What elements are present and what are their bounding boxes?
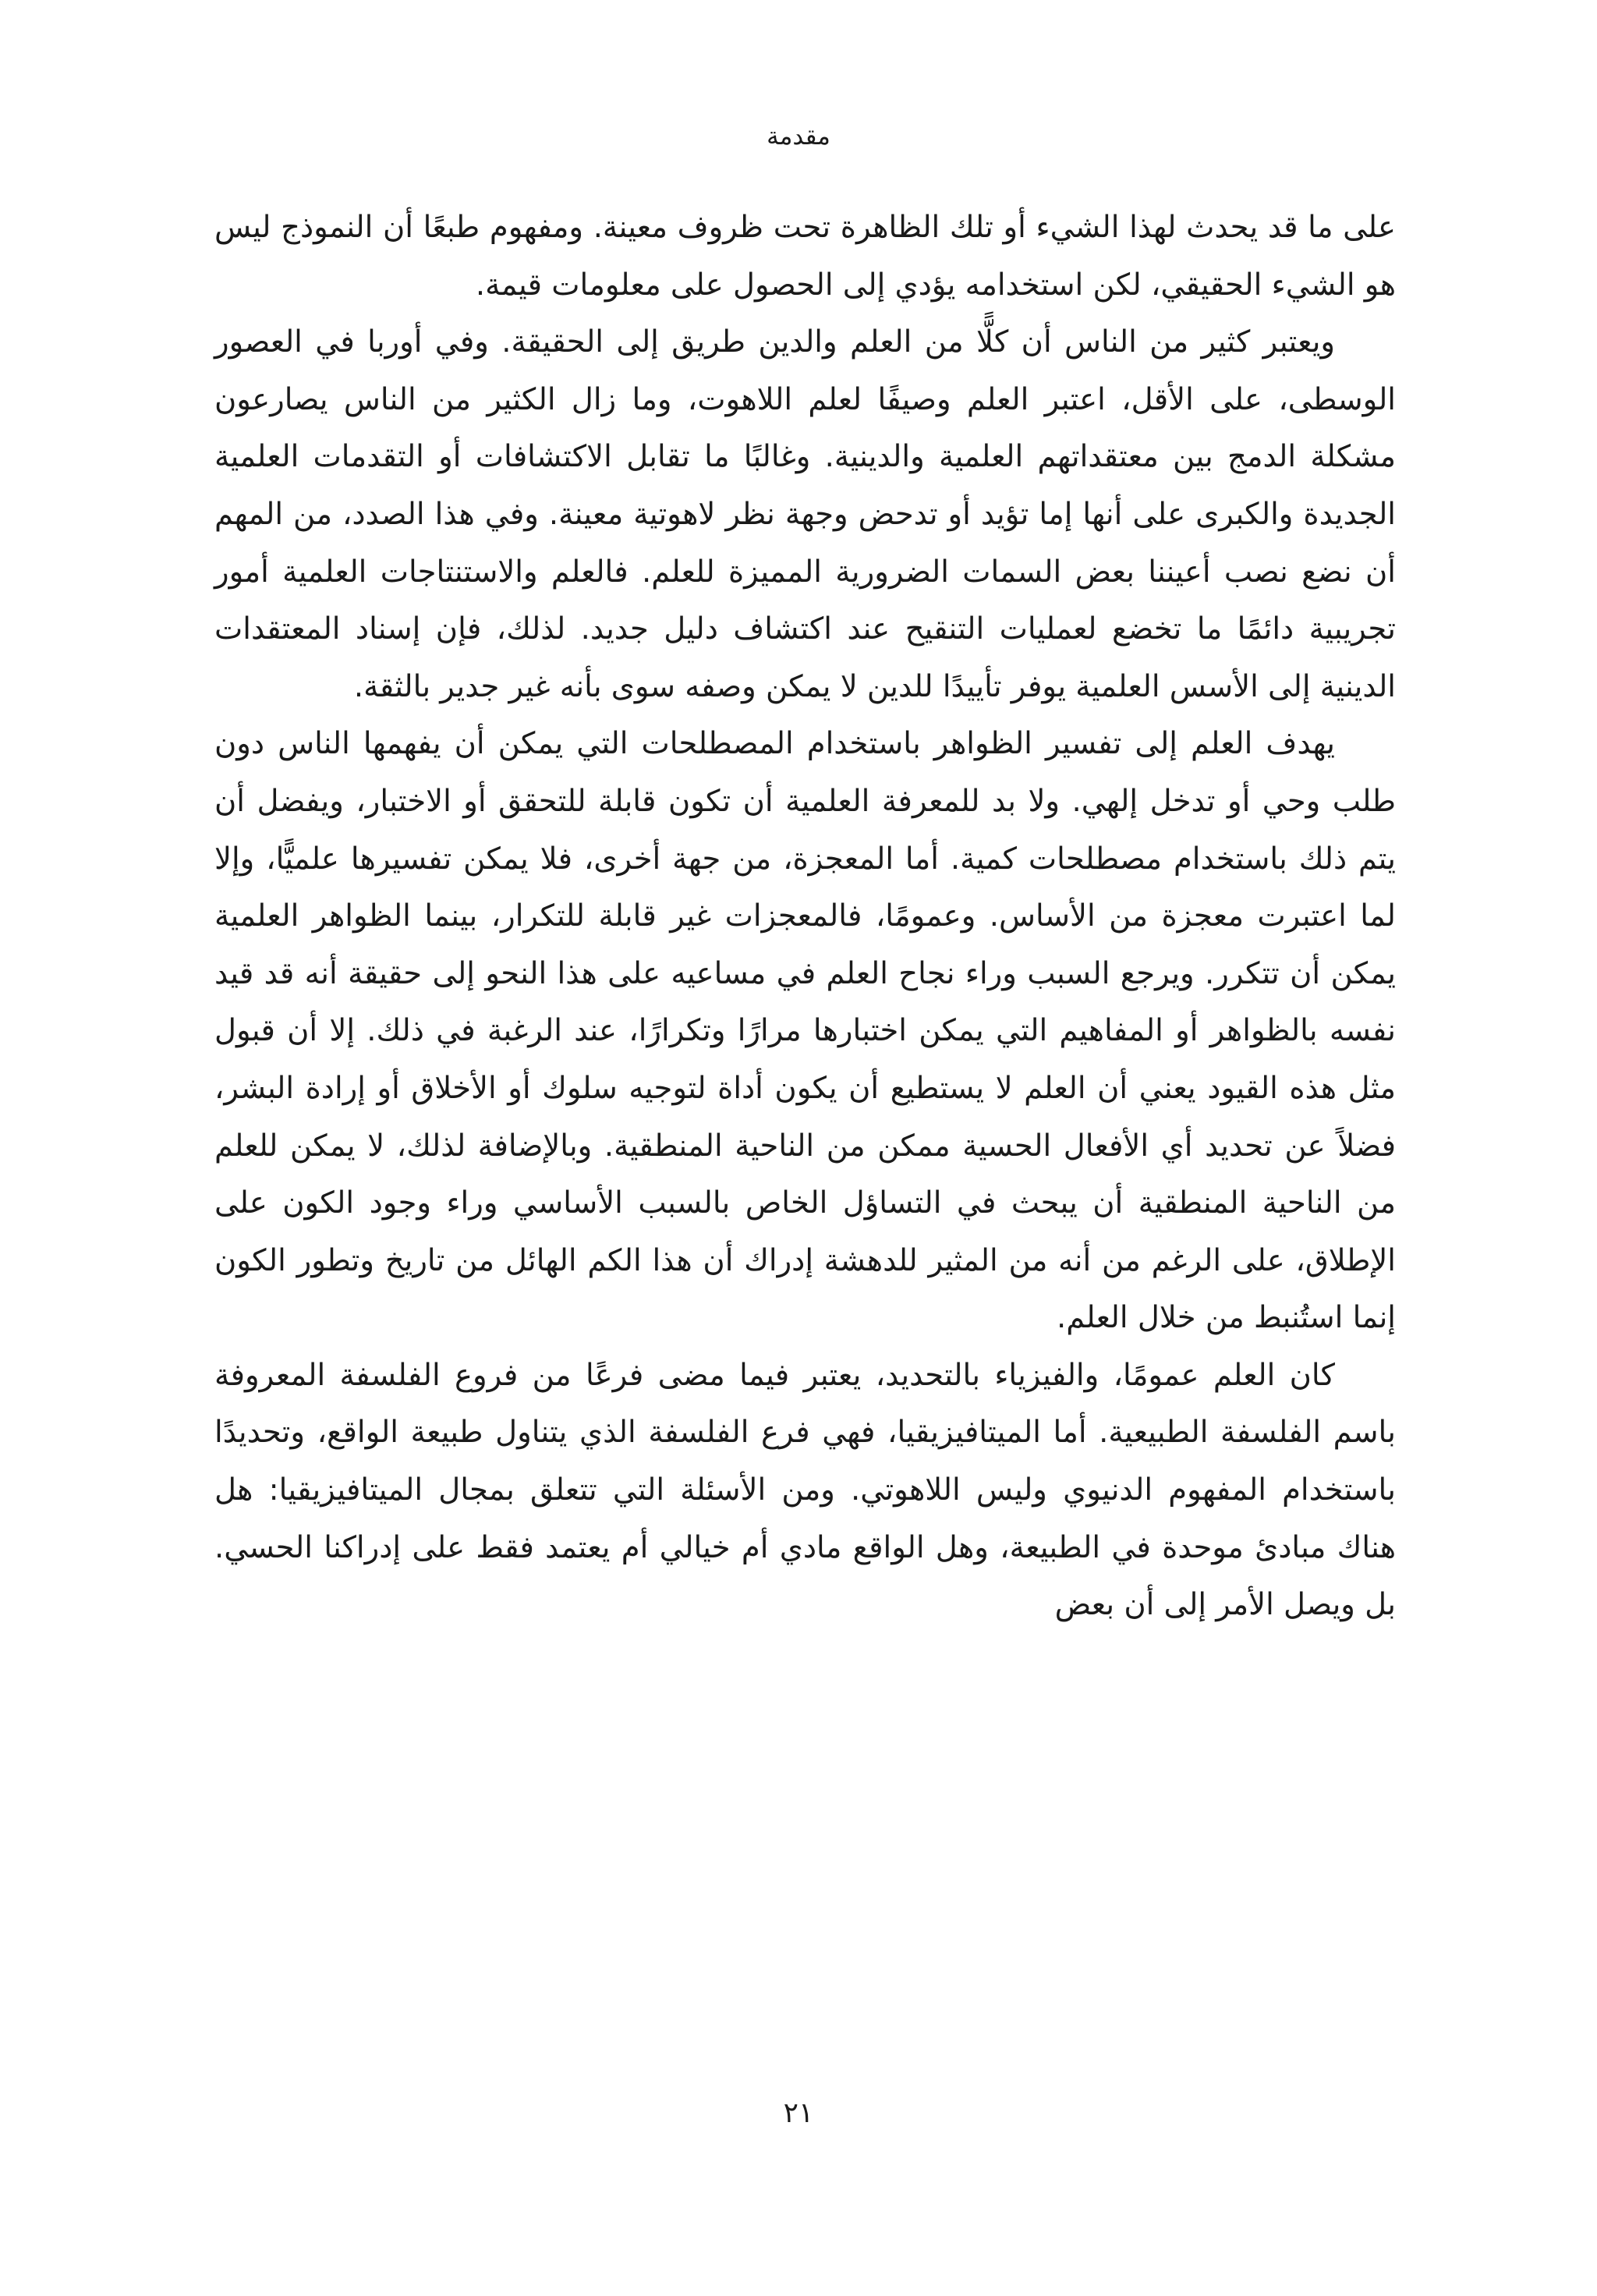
paragraph-4: كان العلم عمومًا، والفيزياء بالتحديد، يعتبر فيما مضى فرعًا من فروع الفلسفة المعروفة باسم الفلسفة الطبيعية. أما الميتافيزيقيا، فهي فرع الفلسفة الذي يتناول طبيعة الواقع، وتحديدًا باستخدام المفهوم الدنيوي وليس اللاهوتي. ومن الأسئلة التي تتعلق بمجال الميتافيزيقيا: هل هناك مبادئ موحدة في الطبيعة، وهل الواقع مادي أم خيالي أم يعتمد فقط على إدراكنا الحسي. بل ويصل الأمر إلى أن بعض xyxy=(214,1357,1396,1623)
running-header: مقدمة xyxy=(767,122,830,151)
paragraph-2: ويعتبر كثير من الناس أن كلًّا من العلم والدين طريق إلى الحقيقة. وفي أوربا في العصور الوسطى، على الأقل، اعتبر العلم وصيفًا لعلم اللاهوت، وما زال الكثير من الناس يصارعون مشكلة الدمج بين معتقداتهم العلمية والدينية. وغالبًا ما تقابل الاكتشافات أو التقدمات العلمية الجديدة والكبرى على أنها إما تؤيد أو تدحض وجهة نظر لاهوتية معينة. وفي هذا الصدد، من المهم أن نضع نصب أعيننا بعض السمات الضرورية المميزة للعلم. فالعلم والاستنتاجات العلمية أمور تجريبية دائمًا ما تخضع لعمليات التنقيح عند اكتشاف دليل جديد. لذلك، فإن إسناد المعتقدات الدينية إلى الأسس العلمية يوفر تأييدًا للدين لا يمكن وصفه سوى بأنه غير جدير بالثقة. xyxy=(214,324,1396,704)
body-text xyxy=(214,199,1396,1634)
paragraph-3: يهدف العلم إلى تفسير الظواهر باستخدام المصطلحات التي يمكن أن يفهمها الناس دون طلب وحي أو تدخل إلهي. ولا بد للمعرفة العلمية أن تكون قابلة للتحقق أو الاختبار، ويفضل أن يتم ذلك باستخدام مصطلحات كمية. أما المعجزة، من جهة أخرى، فلا يمكن تفسيرها علميًّا، وإلا لما اعتبرت معجزة من الأساس. وعمومًا، فالمعجزات غير قابلة للتكرار، بينما الظواهر العلمية يمكن أن تتكرر. ويرجع السبب وراء نجاح العلم في مساعيه على هذا النحو إلى حقيقة أنه قد قيد نفسه بالظواهر أو المفاهيم التي يمكن اختبارها مرارًا وتكرارًا، عند الرغبة في ذلك. إلا أن قبول مثل هذه القيود يعني أن العلم لا يستطيع أن يكون أداة لتوجيه سلوك أو الأخلاق أو إرادة البشر، فضلاً عن تحديد أي الأفعال الحسية ممكن من الناحية المنطقية. وبالإضافة لذلك، لا يمكن للعلم من الناحية المنطقية أن يبحث في التساؤل الخاص بالسبب الأساسي وراء وجود الكون على الإطلاق، على الرغم من أنه من المثير للدهشة إدراك أن هذا الكم الهائل من تاريخ وتطور الكون إنما استُنبط من خلال العلم. xyxy=(214,726,1396,1336)
paragraph-1: على ما قد يحدث لهذا الشيء أو تلك الظاهرة تحت ظروف معينة. ومفهوم طبعًا أن النموذج ليس هو الشيء الحقيقي، لكن استخدامه يؤدي إلى الحصول على معلومات قيمة. xyxy=(214,210,1396,303)
page-number: ٢١ xyxy=(783,2097,814,2129)
